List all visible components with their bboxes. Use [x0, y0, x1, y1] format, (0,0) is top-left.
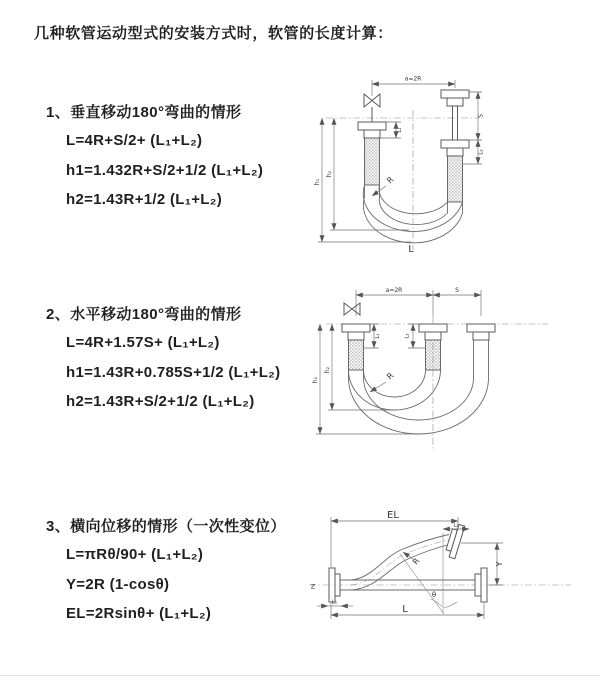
section-lateral-displacement — [46, 515, 286, 635]
formula-3-y: Y=2R (1-cosθ) — [66, 575, 170, 593]
hose-curves — [349, 340, 489, 434]
diagram-lateral-displacement — [303, 505, 598, 640]
hose-displaced-position — [351, 535, 451, 591]
section-1-heading: 1、垂直移动180°弯曲的情形 — [46, 104, 242, 121]
section-2-heading: 2、水平移动180°弯曲的情形 — [46, 306, 242, 323]
formula-3-length: L=πRθ/90+ (L₁+L₂) — [66, 546, 204, 563]
valve-icon — [344, 303, 360, 315]
diagram-vertical-180-bend — [312, 70, 492, 256]
dim-l1 — [317, 600, 353, 607]
left-hose-braid — [349, 340, 364, 370]
dim-label-y: Y — [495, 561, 504, 567]
dim-s — [469, 92, 485, 140]
dim-label-a2r: a=2R — [404, 75, 422, 83]
right-hose-braid — [448, 156, 463, 202]
dim-label-l1: L₁ — [331, 599, 338, 606]
middle-hose-braid — [426, 340, 441, 370]
formula-3-el: EL=2Rsinθ+ (L₁+L₂) — [66, 605, 212, 622]
section-3-heading: 3、横向位移的情形（一次性变位） — [46, 518, 286, 535]
left-fitting — [358, 122, 386, 138]
dim-label-l2: L₂ — [404, 333, 411, 339]
left-fitting — [342, 324, 370, 340]
valve-icon — [364, 94, 380, 122]
section-horizontal-movement — [46, 303, 280, 423]
dim-label-l2: L₂ — [453, 522, 459, 529]
left-hose-braid — [365, 138, 380, 185]
right-flange — [475, 568, 487, 602]
dim-label-s: S — [477, 114, 485, 118]
formula-1-h1: h1=1.432R+S/2+1/2 (L₁+L₂) — [66, 161, 264, 179]
dim-label-h2: h₂ — [324, 366, 331, 374]
dim-l — [331, 603, 484, 619]
middle-fitting — [419, 324, 447, 340]
dim-s — [433, 287, 481, 295]
formula-1-h2: h2=1.43R+1/2 (L₁+L₂) — [66, 191, 223, 208]
right-fitting — [441, 90, 469, 156]
dim-label-s: S — [455, 287, 459, 294]
dim-label-el: EL — [387, 510, 399, 521]
formula-2-length: L=4R+1.57S+ (L₁+L₂) — [66, 334, 220, 351]
dim-label-h1: h₁ — [314, 178, 321, 186]
dim-label-l2: L₂ — [478, 149, 485, 155]
dim-label-l: L — [402, 604, 408, 615]
dim-label-h1: h₁ — [312, 376, 319, 384]
dim-label-a2r: a=2R — [385, 287, 403, 294]
right-fitting — [467, 324, 495, 340]
axis-mark-label: Z — [310, 582, 316, 591]
dim-el — [331, 510, 458, 567]
dim-h1 — [314, 118, 411, 242]
dim-span-a2r — [356, 287, 481, 316]
section-vertical-movement — [46, 101, 263, 221]
dim-radius — [370, 371, 396, 392]
dim-l2 — [443, 523, 469, 530]
left-flange — [329, 568, 340, 602]
formula-2-h2: h2=1.43R+S/2+1/2 (L₁+L₂) — [66, 393, 255, 410]
formula-2-h1: h1=1.43R+0.785S+1/2 (L₁+L₂) — [66, 363, 281, 381]
dim-label-r: R — [410, 556, 422, 567]
dim-label-l: L — [408, 244, 414, 255]
formula-1-length: L=4R+S/2+ (L₁+L₂) — [66, 132, 203, 149]
diagram-horizontal-180-bend — [308, 282, 598, 457]
page-title: 几种软管运动型式的安装方式时，软管的长度计算： — [34, 25, 393, 42]
dim-label-h2: h₂ — [326, 170, 333, 178]
dim-label-theta: θ — [431, 591, 437, 599]
dim-label-l1: L₁ — [397, 127, 403, 133]
dim-label-l1: L₁ — [375, 333, 381, 339]
dim-label-r: R — [385, 174, 396, 186]
dim-label-r: R — [385, 370, 396, 382]
